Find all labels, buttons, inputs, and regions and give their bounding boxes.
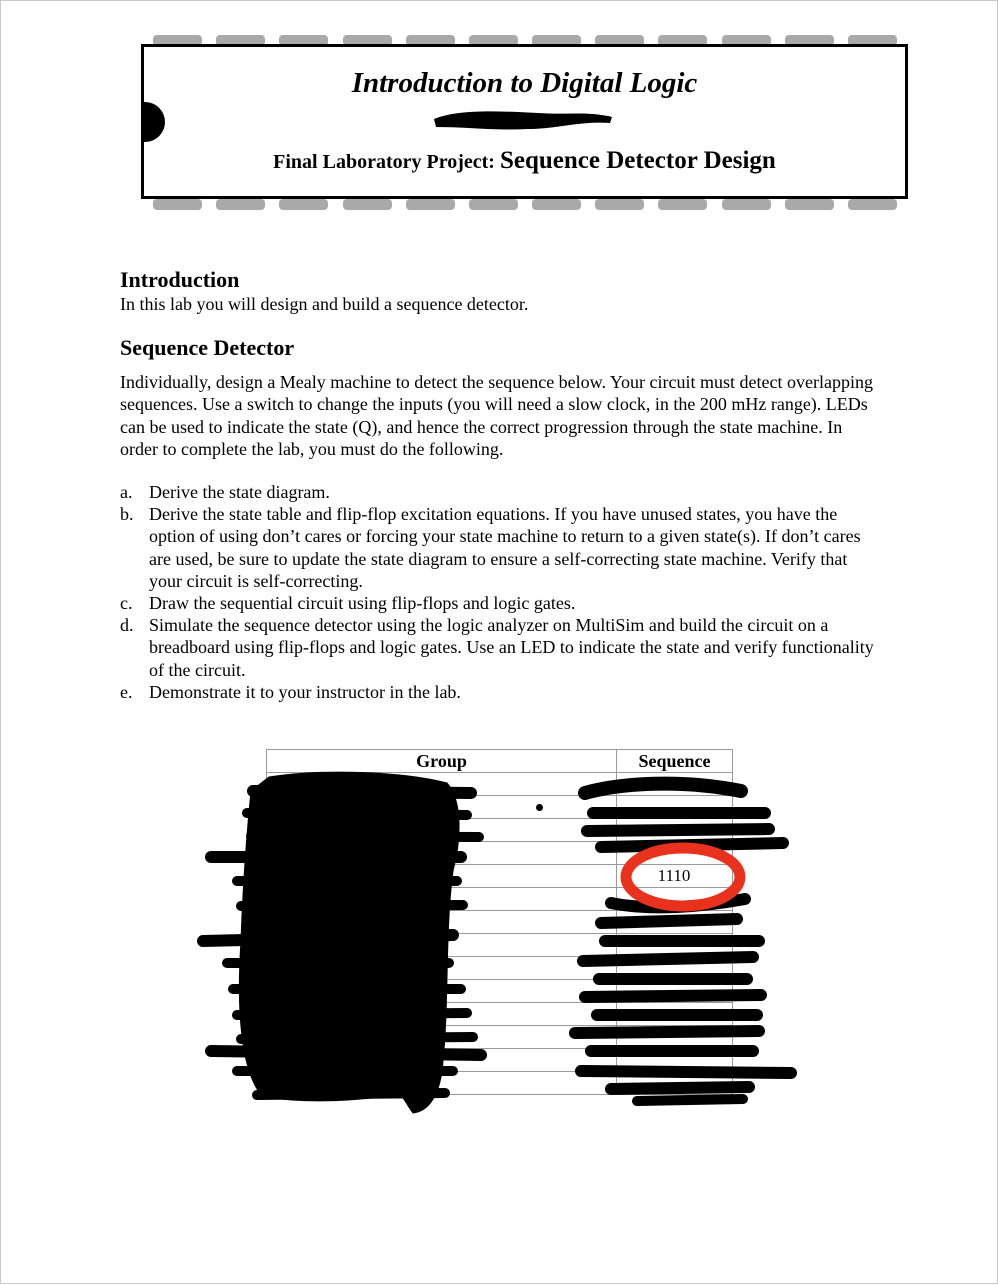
list-marker: c. <box>120 593 133 614</box>
project-label: Final Laboratory Project: <box>273 151 500 173</box>
sequence-cell <box>617 1072 733 1095</box>
group-cell <box>267 842 617 865</box>
list-marker: d. <box>120 615 134 636</box>
group-cell <box>267 957 617 980</box>
list-item <box>120 681 880 703</box>
list-marker: e. <box>120 681 133 702</box>
project-title <box>144 147 905 175</box>
list-item-text: Simulate the sequence detector using the logic analyzer on MultiSim and build the circuit on a breadboard using flip-flops and logic gates. Use an LED to indicate the state and verify functionality of the circuit. <box>149 615 874 680</box>
group-cell <box>267 1072 617 1095</box>
group-cell <box>267 865 617 888</box>
table-row <box>267 796 733 819</box>
group-cell <box>267 1003 617 1026</box>
group-cell <box>267 773 617 796</box>
chip-bottom-pins <box>153 199 897 210</box>
table-row <box>267 1003 733 1026</box>
chip-pin <box>658 199 707 210</box>
group-cell <box>267 796 617 819</box>
introduction-heading: Introduction <box>120 267 240 292</box>
list-item-text: Derive the state table and flip-flop excitation equations. If you have unused states, you have the option of using don’t cares or forcing your state machine to return to a given state(s). If don’t cares are used, be sure to update the state diagram to ensure a self-correcting state machine. Verify that your circuit is self-correcting. <box>149 504 861 591</box>
sequence-cell <box>617 911 733 934</box>
sequence-cell <box>617 819 733 842</box>
highlighted-sequence-value: 1110 <box>653 866 695 886</box>
group-sequence-table <box>266 749 732 1095</box>
table-row <box>267 911 733 934</box>
group-cell <box>267 934 617 957</box>
chip-pin <box>279 199 328 210</box>
sequence-detector-text: Individually, design a Mealy machine to detect the sequence below. Your circuit must detect overlapping sequences. Use a switch to change the inputs (you will need a slow clock, in the 200 mHz range). LEDs can be used to indicate the state (Q), and hence the correct progression through the state machine. In order to complete the lab, you must do the following. <box>120 372 873 460</box>
project-name: Sequence Detector Design <box>499 147 776 174</box>
list-marker: a. <box>120 482 133 502</box>
table-row <box>267 1072 733 1095</box>
list-item <box>120 503 880 592</box>
chip-pin <box>532 199 581 210</box>
table-header-group: Group <box>267 750 617 773</box>
sequence-cell <box>617 888 733 911</box>
title-chip-block <box>141 44 908 199</box>
chip-notch <box>141 102 165 142</box>
introduction-text: In this lab you will design and build a sequence detector. <box>120 294 529 314</box>
chip-pin <box>469 199 518 210</box>
table-row <box>267 819 733 842</box>
list-item <box>120 592 880 614</box>
chip-pin <box>785 199 834 210</box>
group-cell <box>267 980 617 1003</box>
sequence-cell <box>617 957 733 980</box>
table-row <box>267 957 733 980</box>
chip-pin <box>722 199 771 210</box>
table-row <box>267 980 733 1003</box>
table-body <box>267 773 733 1095</box>
chip-pin <box>595 199 644 210</box>
group-cell <box>267 819 617 842</box>
stray-dot <box>536 804 543 811</box>
course-title: Introduction to Digital Logic <box>351 67 698 99</box>
group-cell <box>267 1026 617 1049</box>
chip-pin <box>343 199 392 210</box>
list-item-text: Demonstrate it to your instructor in the lab. <box>149 681 461 702</box>
sequence-cell <box>617 1026 733 1049</box>
table-row <box>267 1026 733 1049</box>
chip-pin <box>216 199 265 210</box>
lab-steps-list <box>120 481 880 703</box>
group-cell <box>267 911 617 934</box>
table-header-sequence: Sequence <box>617 750 733 773</box>
sequence-cell <box>617 934 733 957</box>
list-item <box>120 481 880 503</box>
group-cell <box>267 1049 617 1072</box>
title-redaction-scribble <box>428 105 618 135</box>
list-item <box>120 614 880 681</box>
sequence-cell <box>617 796 733 819</box>
list-marker: b. <box>120 504 134 525</box>
chip-pin <box>406 199 455 210</box>
table-row <box>267 842 733 865</box>
sequence-cell <box>617 1003 733 1026</box>
sequence-cell <box>617 980 733 1003</box>
sequence-cell <box>617 1049 733 1072</box>
chip-pin <box>848 199 897 210</box>
sequence-cell <box>617 842 733 865</box>
chip-pin <box>153 199 202 210</box>
sequence-detector-heading: Sequence Detector <box>120 335 295 360</box>
chip-body <box>141 44 908 199</box>
list-item-text: Draw the sequential circuit using flip-flops and logic gates. <box>149 593 576 614</box>
table-row <box>267 773 733 796</box>
table-row <box>267 1049 733 1072</box>
table-row <box>267 888 733 911</box>
sequence-cell <box>617 773 733 796</box>
list-item-text: Derive the state diagram. <box>149 482 330 502</box>
table-row <box>267 934 733 957</box>
group-cell <box>267 888 617 911</box>
